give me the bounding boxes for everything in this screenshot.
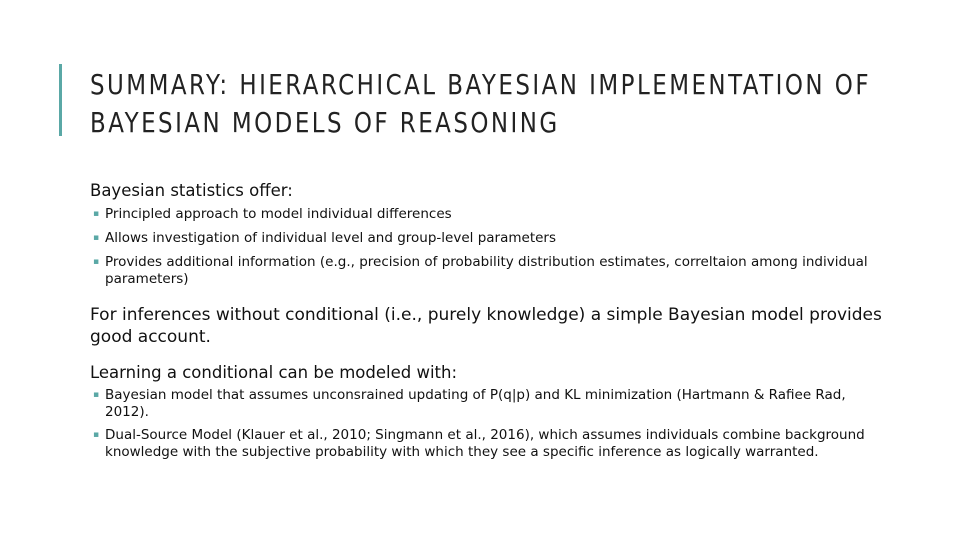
bullet-list-bayesian-offer — [90, 206, 890, 288]
slide-title — [90, 66, 871, 142]
list-item — [90, 254, 890, 288]
list-item — [90, 206, 890, 223]
section-heading-bayesian-offer: Bayesian statistics offer: — [90, 181, 293, 200]
bullet-icon: ▪ — [93, 390, 100, 400]
bullet-icon: ▪ — [93, 233, 100, 243]
title-accent-bar — [59, 64, 62, 136]
slide-body — [90, 180, 890, 461]
list-item-text: Dual-Source Model (Klauer et al., 2010; Singmann et al., 2016), which assumes individuals combine background knowledge with the subjective probability with which they see a specific inference as logically warranted. — [105, 427, 865, 460]
list-item-text: Principled approach to model individual differences — [105, 206, 452, 222]
bullet-list-learning-conditional — [90, 387, 890, 461]
list-item-text: Bayesian model that assumes unconsrained updating of P(q|p) and KL minimization (Hartmann & Rafiee Rad, 2012). — [105, 387, 846, 420]
section-heading-learning-conditional: Learning a conditional can be modeled with: — [90, 363, 458, 382]
list-item — [90, 230, 890, 247]
slide-title-line-1: SUMMARY: HIERARCHICAL BAYESIAN IMPLEMENTATION OF — [90, 68, 871, 101]
bullet-icon: ▪ — [93, 209, 100, 219]
list-item — [90, 427, 890, 461]
list-item — [90, 387, 890, 421]
list-item-text: Allows investigation of individual level and group-level parameters — [105, 230, 557, 246]
bullet-icon: ▪ — [93, 430, 100, 440]
section-heading-inferences: For inferences without conditional (i.e., purely knowledge) a simple Bayesian model provides good account. — [90, 305, 882, 347]
slide-title-line-2: BAYESIAN MODELS OF REASONING — [90, 106, 560, 139]
list-item-text: Provides additional information (e.g., precision of probability distribution estimates, correltaion among individual parameters) — [105, 254, 868, 287]
bullet-icon: ▪ — [93, 257, 100, 267]
